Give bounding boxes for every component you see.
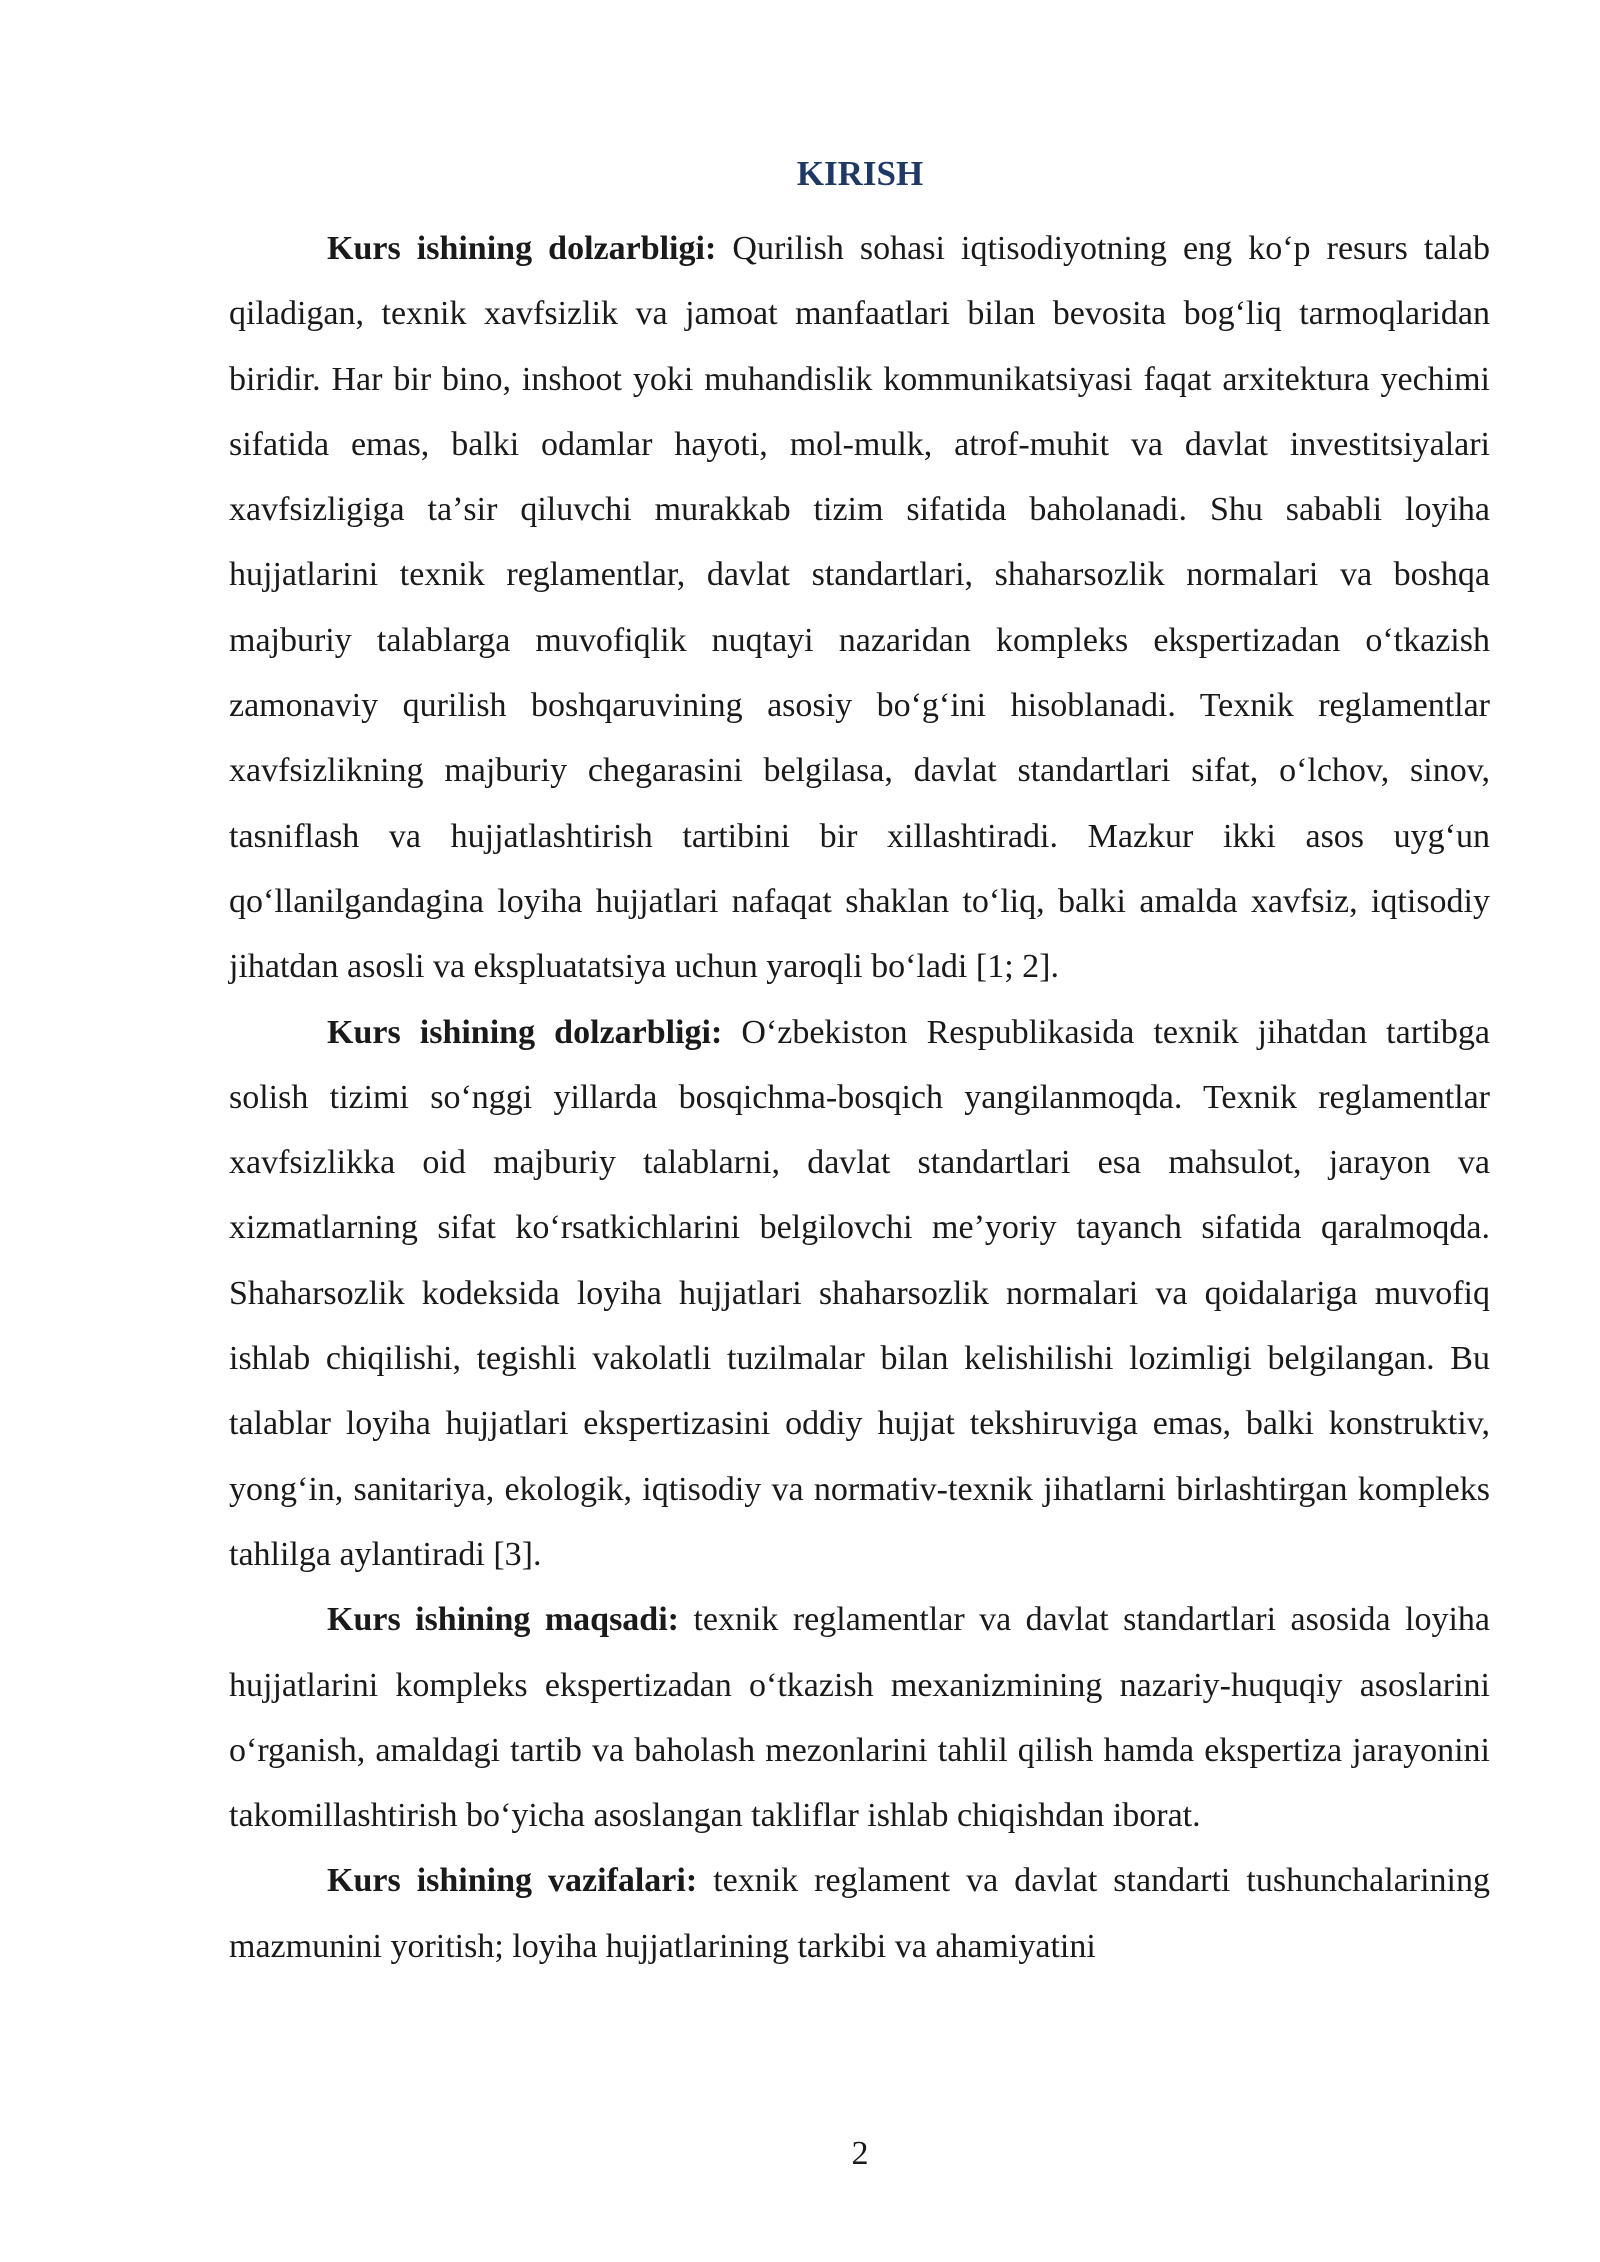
paragraph-text: texnik reglament va davlat standarti tushunchalarining mazmunini yoritish; loyiha hujjatlarining tarkibi va ahamiyatini	[229, 1862, 1491, 1965]
paragraph-relevance-1	[229, 216, 1490, 1000]
paragraph-lead: Kurs ishining maqsadi:	[327, 1601, 679, 1639]
paragraph-lead: Kurs ishining dolzarbligi:	[327, 230, 717, 267]
paragraph-text: Qurilish sohasi iqtisodiyotning eng koʻp resurs talab qiladigan, texnik xavfsizlik va jamoat manfaatlari bilan bevosita bogʻliq tarmoqlaridan biridir. Har bir bino, inshoot yoki muhandislik kommunikatsiyasi faqat arxitektura yechimi sifatida emas, balki odamlar hayoti, mol-mulk, atrof-muhit va davlat investitsiyalari xavfsizligiga taʼsir qiluvchi murakkab tizim sifatida baholanadi. Shu sababli loyiha hujjatlarini texnik reglamentlar, davlat standartlari, shaharsozlik normalari va boshqa majburiy talablarga muvofiqlik nuqtayi nazaridan kompleks ekspertizadan oʻtkazish zamonaviy qurilish boshqaruvining asosiy boʻgʻini hisoblanadi. Texnik reglamentlar xavfsizlikning majburiy chegarasini belgilasa, davlat standartlari sifat, oʻlchov, sinov, tasniflash va hujjatlashtirish tartibini bir xillashtiradi. Mazkur ikki asos uygʻun qoʻllanilgandagina loyiha hujjatlari nafaqat shaklan toʻliq, balki amalda xavfsiz, iqtisodiy jihatdan asosli va ekspluatatsiya uchun yaroqli boʻladi [1; 2].	[229, 230, 1491, 986]
paragraph-text: texnik reglamentlar va davlat standartlari asosida loyiha hujjatlarini kompleks ekspertizadan oʻtkazish mexanizmining nazariy-huquqiy asoslarini oʻrganish, amaldagi tartib va baholash mezonlarini tahlil qilish hamda ekspertiza jarayonini takomillashtirish boʻyicha asoslangan takliflar ishlab chiqishdan iborat.	[229, 1601, 1491, 1835]
page-number: 2	[851, 2135, 869, 2172]
body-text	[229, 216, 1490, 1979]
section-heading: KIRISH	[796, 154, 924, 193]
paragraph-relevance-2	[229, 1000, 1490, 1588]
paragraph-goal	[229, 1587, 1490, 1848]
paragraph-tasks	[229, 1848, 1490, 1979]
paragraph-lead: Kurs ishining vazifalari:	[327, 1862, 698, 1900]
paragraph-lead: Kurs ishining dolzarbligi:	[327, 1013, 723, 1051]
paragraph-text: Oʻzbekiston Respublikasida texnik jihatdan tartibga solish tizimi soʻnggi yillarda bosqichma-bosqich yangilanmoqda. Texnik reglamentlar xavfsizlikka oid majburiy talablarni, davlat standartlari esa mahsulot, jarayon va xizmatlarning sifat koʻrsatkichlarini belgilovchi meʼyoriy tayanch sifatida qaralmoqda. Shaharsozlik kodeksida loyiha hujjatlari shaharsozlik normalari va qoidalariga muvofiq ishlab chiqilishi, tegishli vakolatli tuzilmalar bilan kelishilishi lozimligi belgilangan. Bu talablar loyiha hujjatlari ekspertizasini oddiy hujjat tekshiruviga emas, balki konstruktiv, yongʻin, sanitariya, ekologik, iqtisodiy va normativ-texnik jihatlarni birlashtirgan kompleks tahlilga aylantiradi [3].	[229, 1013, 1490, 1573]
